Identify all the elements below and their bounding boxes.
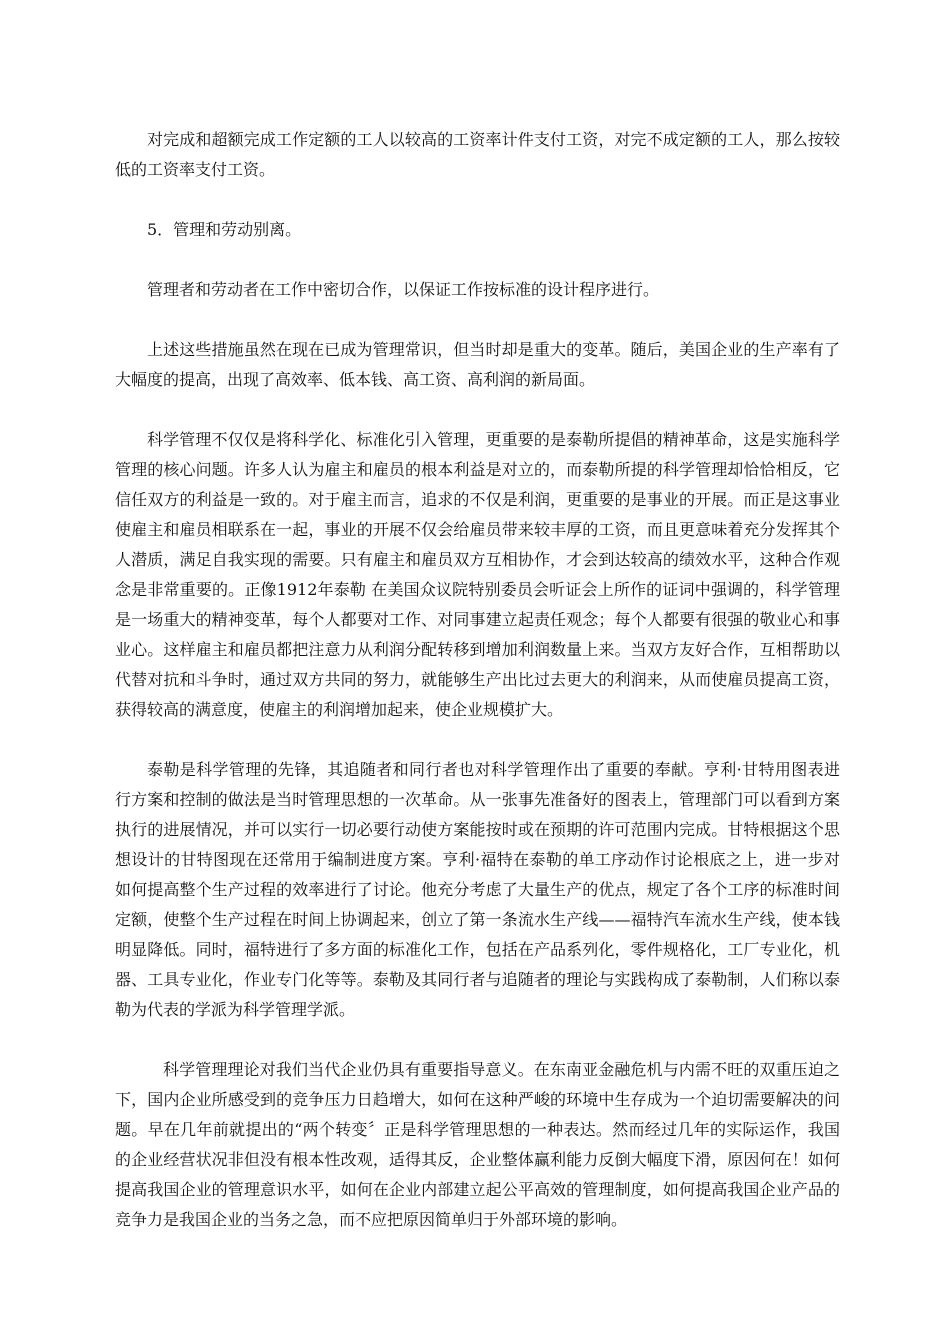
paragraph-contemporary-significance: 科学管理理论对我们当代企业仍具有重要指导意义。在东南亚金融危机与内需不旺的双重压迫之下，国内企业所感受到的竞争压力日趋增大，如何在这种严峻的环境中生存成为一个迫切需要解决的问题。早在几年前就提出的“两个转变〞正是科学管理思想的一种表达。然而经过几年的实际运作，我国的企业经营状况非但没有根本性改观，适得其反，企业整体赢利能力反倒大幅度下滑，原因何在！如何提高我国企业的管理意识水平，如何在企业内部建立起公平高效的管理制度，如何提高我国企业产品的竞争力是我国企业的当务之急，而不应把原因简单归于外部环境的影响。	[115, 1060, 840, 1229]
document-page	[115, 125, 840, 1265]
paragraph-reforms: 上述这些措施虽然在现在已成为管理常识，但当时却是重大的变革。随后，美国企业的生产率有了大幅度的提高，出现了高效率、低本钱、高工资、高利润的新局面。	[115, 340, 840, 389]
paragraph-cooperation: 管理者和劳动者在工作中密切合作，以保证工作按标准的设计程序进行。	[147, 280, 660, 299]
paragraph-heading-separation: 5．管理和劳动别离。	[147, 220, 302, 239]
paragraph-wage-rates: 对完成和超额完成工作定额的工人以较高的工资率计件支付工资，对完不成定额的工人，那么按较低的工资率支付工资。	[115, 130, 840, 179]
paragraph-taylor-followers: 泰勒是科学管理的先锋，其追随者和同行者也对科学管理作出了重要的奉献。亨利·甘特用图表进行方案和控制的做法是当时管理思想的一次革命。从一张事先准备好的图表上，管理部门可以看到方案执行的进展情况，并可以实行一切必要行动使方案能按时或在预期的许可范围内完成。甘特根据这个思想设计的甘特图现在还常用于编制进度方案。亨利·福特在泰勒的单工序动作讨论根底之上，进一步对如何提高整个生产过程的效率进行了讨论。他充分考虑了大量生产的优点，规定了各个工序的标准时间定额，使整个生产过程在时间上协调起来，创立了第一条流水生产线——福特汽车流水生产线，使本钱明显降低。同时，福特进行了多方面的标准化工作，包括在产品系列化，零件规格化，工厂专业化，机器、工具专业化，作业专门化等等。泰勒及其同行者与追随者的理论与实践构成了泰勒制，人们称以泰勒为代表的学派为科学管理学派。	[115, 760, 840, 1019]
paragraph-mental-revolution: 科学管理不仅仅是将科学化、标准化引入管理，更重要的是泰勒所提倡的精神革命，这是实施科学管理的核心问题。许多人认为雇主和雇员的根本利益是对立的，而泰勒所提的科学管理却恰恰相反，它信任双方的利益是一致的。对于雇主而言，追求的不仅是利润，更重要的是事业的开展。而正是这事业使雇主和雇员相联系在一起，事业的开展不仅会给雇员带来较丰厚的工资，而且更意味着充分发挥其个人潜质，满足自我实现的需要。只有雇主和雇员双方互相协作，才会到达较高的绩效水平，这种合作观念是非常重要的。正像1912年泰勒 在美国众议院特别委员会听证会上所作的证词中强调的，科学管理是一场重大的精神变革，每个人都要对工作、对同事建立起责任观念；每个人都要有很强的敬业心和事业心。这样雇主和雇员都把注意力从利润分配转移到增加利润数量上来。当双方友好合作，互相帮助以代替对抗和斗争时，通过双方共同的努力，就能够生产出比过去更大的利润来，从而使雇员提高工资，获得较高的满意度，使雇主的利润增加起来，使企业规模扩大。	[115, 430, 840, 719]
